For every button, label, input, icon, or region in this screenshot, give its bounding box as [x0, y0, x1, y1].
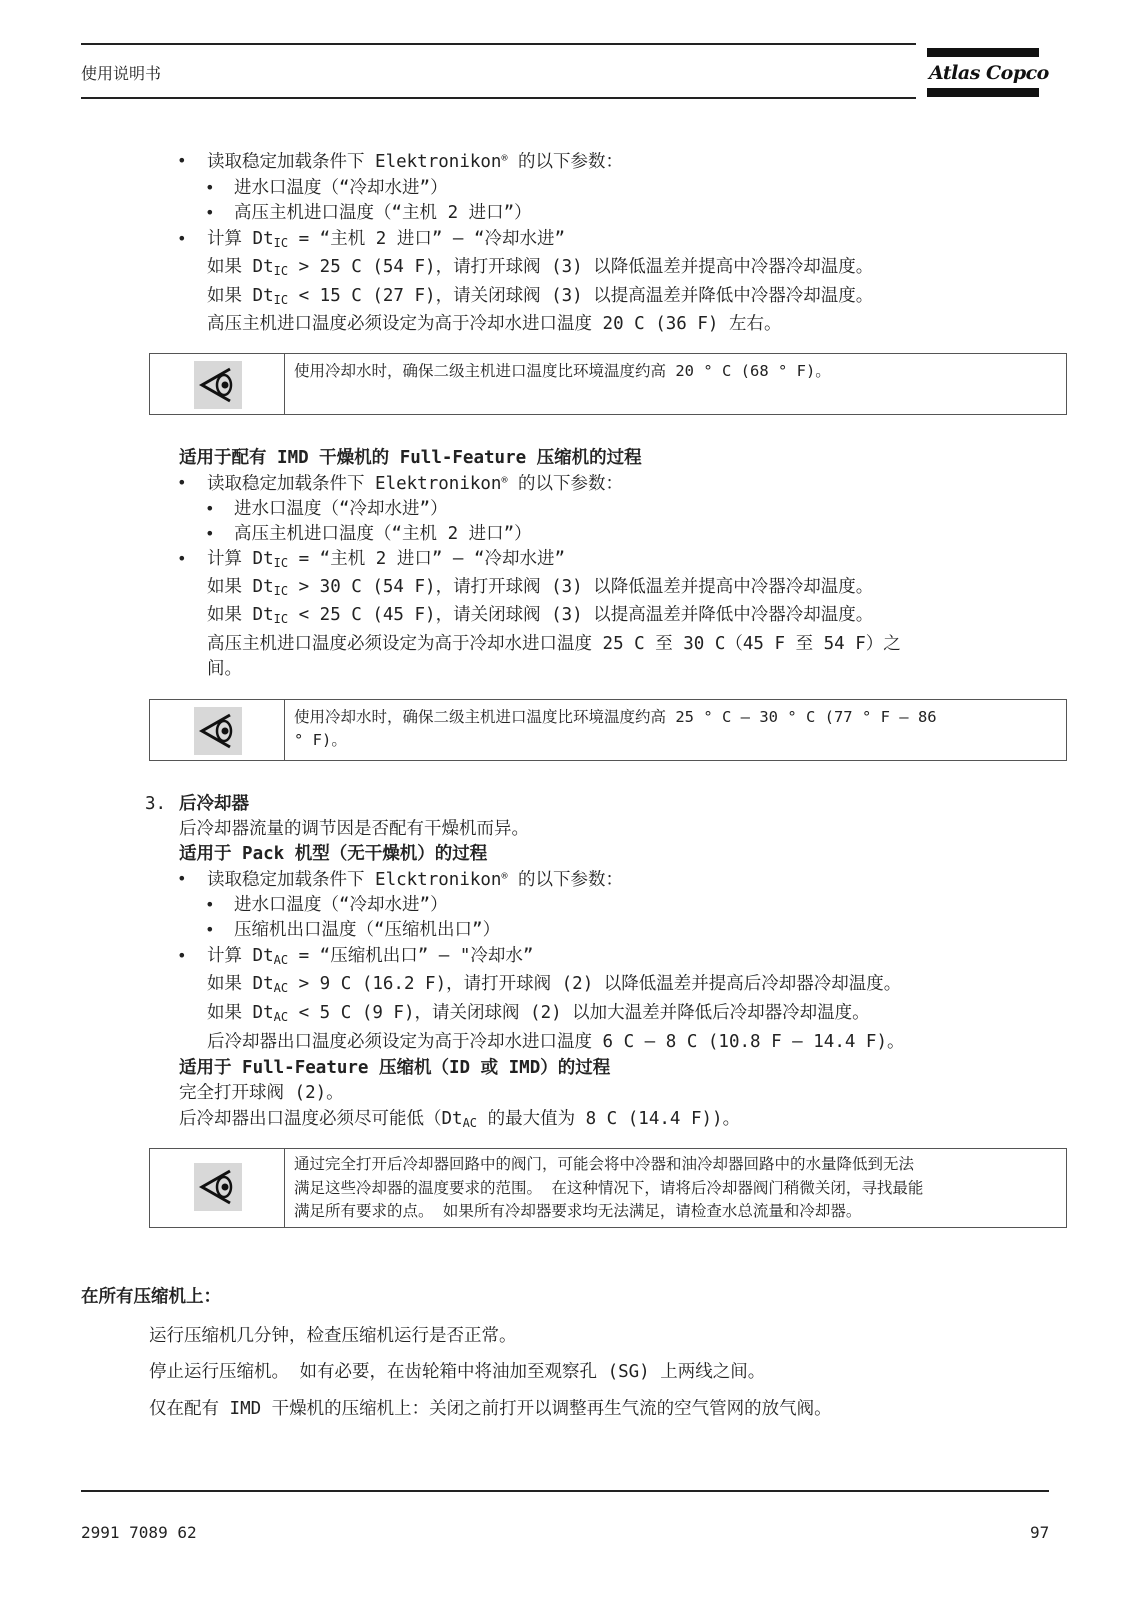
section-heading: 适用于配有 IMD 干燥机的 Full-Feature 压缩机的过程 — [179, 448, 642, 468]
note-text: 使用冷却水时，确保二级主机进口温度比环境温度约高 20 ° C (68 ° F)。 — [294, 362, 831, 380]
section-number: 3. — [145, 794, 167, 814]
bullet-icon: • — [177, 549, 187, 568]
section-heading: 适用于 Full-Feature 压缩机（ID 或 IMD）的过程 — [179, 1058, 611, 1078]
condition-line: 如果 $Dt_{IC} < 15$ C (27 F)，请关闭球阀 (3) 以提高温差并降低中冷器冷却温度。 — [207, 286, 874, 307]
body-line: 停止运行压缩机。 如有必要，在齿轮箱中将油加至观察孔 (SG) 上两线之间。 — [149, 1362, 766, 1382]
bullet-icon: • — [205, 178, 215, 197]
setpoint-line: 高压主机进口温度必须设定为高于冷却水进口温度 25 C 至 30 C（45 F 至 54 F）之 — [207, 634, 901, 654]
eye-icon — [194, 1163, 242, 1211]
sub-bullet-line: 高压主机进口温度（“主机 2 进口”） — [234, 524, 532, 544]
setpoint-line: 间。 — [207, 659, 242, 679]
body-line: 仅在配有 IMD 干燥机的压缩机上：关闭之前打开以调整再生气流的空气管网的放气阀。 — [149, 1399, 832, 1419]
bullet-icon: • — [177, 946, 187, 965]
bullet-icon: • — [205, 895, 215, 914]
footer-rule — [81, 1490, 1049, 1492]
note-text: 使用冷却水时，确保二级主机进口温度比环境温度约高 25 ° C – 30 ° C (77 ° F – 86 ° F)。 — [294, 708, 937, 749]
page-number: 97 — [1030, 1523, 1050, 1542]
section-title: 后冷却器 — [179, 794, 249, 814]
bullet-icon: • — [205, 499, 215, 518]
condition-line: 如果 $Dt_{IC} > 25$ C (54 F)，请打开球阀 (3) 以降低温差并提高中冷器冷却温度。 — [207, 257, 874, 278]
calc-line: 计算 $Dt_{IC}$ = “主机 2 进口” – “冷却水进” — [207, 549, 566, 570]
section-heading: 在所有压缩机上： — [81, 1287, 221, 1307]
intro-line: 后冷却器流量的调节因是否配有干燥机而异。 — [179, 819, 529, 839]
read-params-line: 读取稳定加载条件下 Elcktronikon® 的以下参数： — [207, 870, 624, 890]
sub-bullet-line: 进水口温度（“冷却水进”） — [234, 178, 448, 198]
document-title: 使用说明书 — [81, 64, 162, 83]
setpoint-line: 后冷却器出口温度必须设定为高于冷却水进口温度 6 C – 8 C (10.8 F – 14.4 F)。 — [207, 1032, 905, 1052]
bullet-icon: • — [205, 920, 215, 939]
note-box — [149, 699, 1067, 761]
bullet-icon: • — [177, 229, 187, 248]
sub-bullet-line: 压缩机出口温度（“压缩机出口”） — [234, 920, 501, 940]
section-heading: 适用于 Pack 机型（无干燥机）的过程 — [179, 844, 488, 864]
body-line: 完全打开球阀 (2)。 — [179, 1083, 344, 1103]
read-params-line: 读取稳定加载条件下 Elektronikon® 的以下参数： — [207, 474, 624, 494]
body-line: 后冷却器出口温度必须尽可能低（$Dt_{AC}$ 的最大值为 8 C (14.4 F))。 — [179, 1109, 741, 1130]
bullet-icon: • — [177, 151, 187, 170]
eye-icon — [194, 707, 242, 755]
condition-line: 如果 $Dt_{IC} > 30$ C (54 F)，请打开球阀 (3) 以降低温差并提高中冷器冷却温度。 — [207, 577, 874, 598]
bullet-icon: • — [205, 203, 215, 222]
bullet-icon: • — [177, 473, 187, 492]
bullet-icon: • — [205, 524, 215, 543]
body-line: 运行压缩机几分钟，检查压缩机运行是否正常。 — [149, 1326, 517, 1346]
condition-line: 如果 $Dt_{IC} < 25$ C (45 F)，请关闭球阀 (3) 以提高温差并降低中冷器冷却温度。 — [207, 605, 874, 626]
bullet-icon: • — [177, 869, 187, 888]
eye-icon — [194, 361, 242, 409]
header-bottom-rule — [81, 97, 916, 99]
calc-line: 计算 $Dt_{IC}$ = “主机 2 进口” – “冷却水进” — [207, 229, 566, 250]
atlas-copco-logo: Atlas Copco — [927, 44, 1039, 100]
document-number: 2991 7089 62 — [81, 1523, 197, 1542]
calc-line: 计算 $Dt_{AC}$ = “压缩机出口” – "冷却水” — [207, 946, 534, 967]
sub-bullet-line: 进水口温度（“冷却水进”） — [234, 499, 448, 519]
read-params-line: 读取稳定加载条件下 Elektronikon® 的以下参数： — [207, 152, 624, 172]
header-top-rule — [81, 43, 916, 45]
sub-bullet-line: 进水口温度（“冷却水进”） — [234, 895, 448, 915]
note-text: 通过完全打开后冷却器回路中的阀门，可能会将中冷器和油冷却器回路中的水量降低到无法 满足这些冷却器的温度要求的范围。 在这种情况下，请将后冷却器阀门稍微关闭，寻找最能 满足所有要求的点。 如果所有冷却器要求均无法满足，请检查水总流量和冷却器。 — [294, 1155, 924, 1220]
note-box — [149, 353, 1067, 415]
sub-bullet-line: 高压主机进口温度（“主机 2 进口”） — [234, 203, 532, 223]
setpoint-line: 高压主机进口温度必须设定为高于冷却水进口温度 20 C (36 F) 左右。 — [207, 314, 782, 334]
condition-line: 如果 $Dt_{AC} < 5$ C (9 F)，请关闭球阀 (2) 以加大温差并降低后冷却器冷却温度。 — [207, 1003, 870, 1024]
note-box — [149, 1148, 1067, 1228]
condition-line: 如果 $Dt_{AC} > 9$ C (16.2 F)，请打开球阀 (2) 以降低温差并提高后冷却器冷却温度。 — [207, 974, 902, 995]
